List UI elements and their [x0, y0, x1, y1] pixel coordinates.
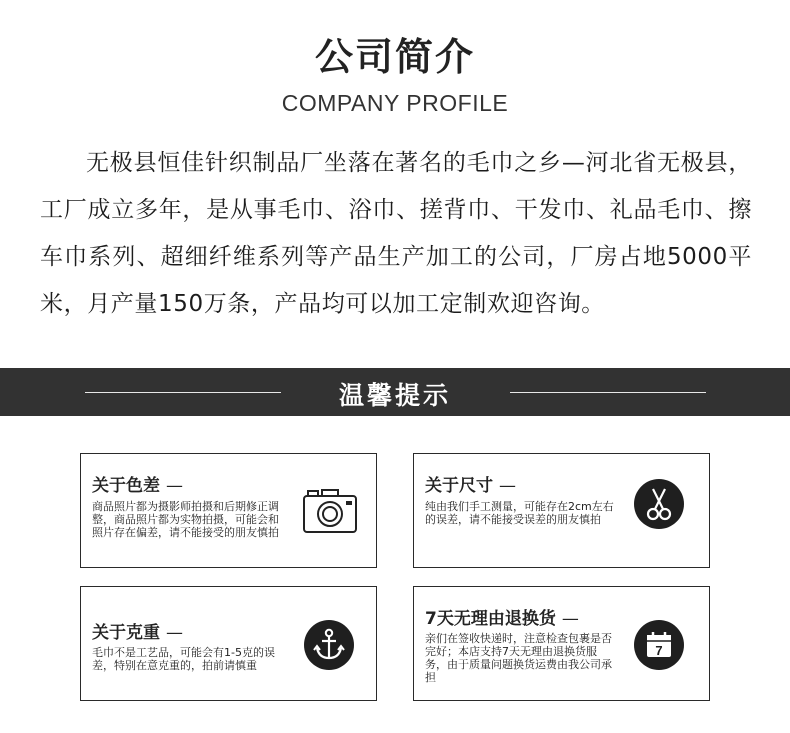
tip-card-title [92, 471, 183, 496]
tip-card-title [92, 618, 183, 643]
tip-card-body: 纯由我们手工测量，可能存在2cm左右的误差，请不能接受误差的朋友慎拍 [425, 500, 614, 526]
tip-card-weight [80, 586, 377, 701]
tip-card-title [425, 604, 579, 629]
camera-icon [302, 488, 358, 538]
page-title: 公司简介 [314, 35, 475, 79]
banner-divider-right [510, 392, 706, 393]
tips-banner [0, 368, 790, 416]
tip-card-color [80, 453, 377, 568]
anchor-icon [304, 620, 354, 670]
tip-card-returns [413, 586, 710, 701]
calendar-icon [634, 620, 684, 670]
calendar-day-text: 7 [655, 643, 663, 658]
title-dash: — [166, 623, 183, 643]
tip-card-title-text: 7天无理由退换货 [425, 609, 556, 629]
tip-card-title-text: 关于克重 [92, 623, 160, 643]
title-dash: — [561, 609, 579, 629]
page-subtitle: COMPANY PROFILE [281, 90, 509, 116]
title-dash: — [166, 476, 183, 496]
tip-card-title-text: 关于尺寸 [425, 476, 493, 496]
tip-card-body: 亲们在签收快递时，注意检查包裹是否完好；本店支持7天无理由退换货服务，由于质量问题换货运费由我公司承担 [425, 632, 612, 684]
tip-card-body: 毛巾不是工艺品，可能会有1-5克的误差，特别在意克重的，拍前请慎重 [92, 646, 275, 672]
company-intro: 无极县恒佳针织制品厂坐落在著名的毛巾之乡—河北省无极县，工厂成立多年，是从事毛巾、浴巾、搓背巾、干发巾、礼品毛巾、擦车巾系列、超细纤维系列等产品生产加工的公司，厂房占地5000平米，月产量150万条，产品均可以加工定制欢迎咨询。 [40, 150, 752, 317]
tip-card-title-text: 关于色差 [92, 476, 160, 496]
scissors-icon [634, 479, 684, 529]
tip-card-body: 商品照片都为摄影师拍摄和后期修正调整，商品照片都为实物拍摄，可能会和照片存在偏差，请不能接受的朋友慎拍 [92, 500, 279, 539]
tip-card-size [413, 453, 710, 568]
tip-card-title [425, 471, 516, 496]
title-dash: — [499, 476, 516, 496]
banner-title: 温馨提示 [338, 381, 451, 410]
